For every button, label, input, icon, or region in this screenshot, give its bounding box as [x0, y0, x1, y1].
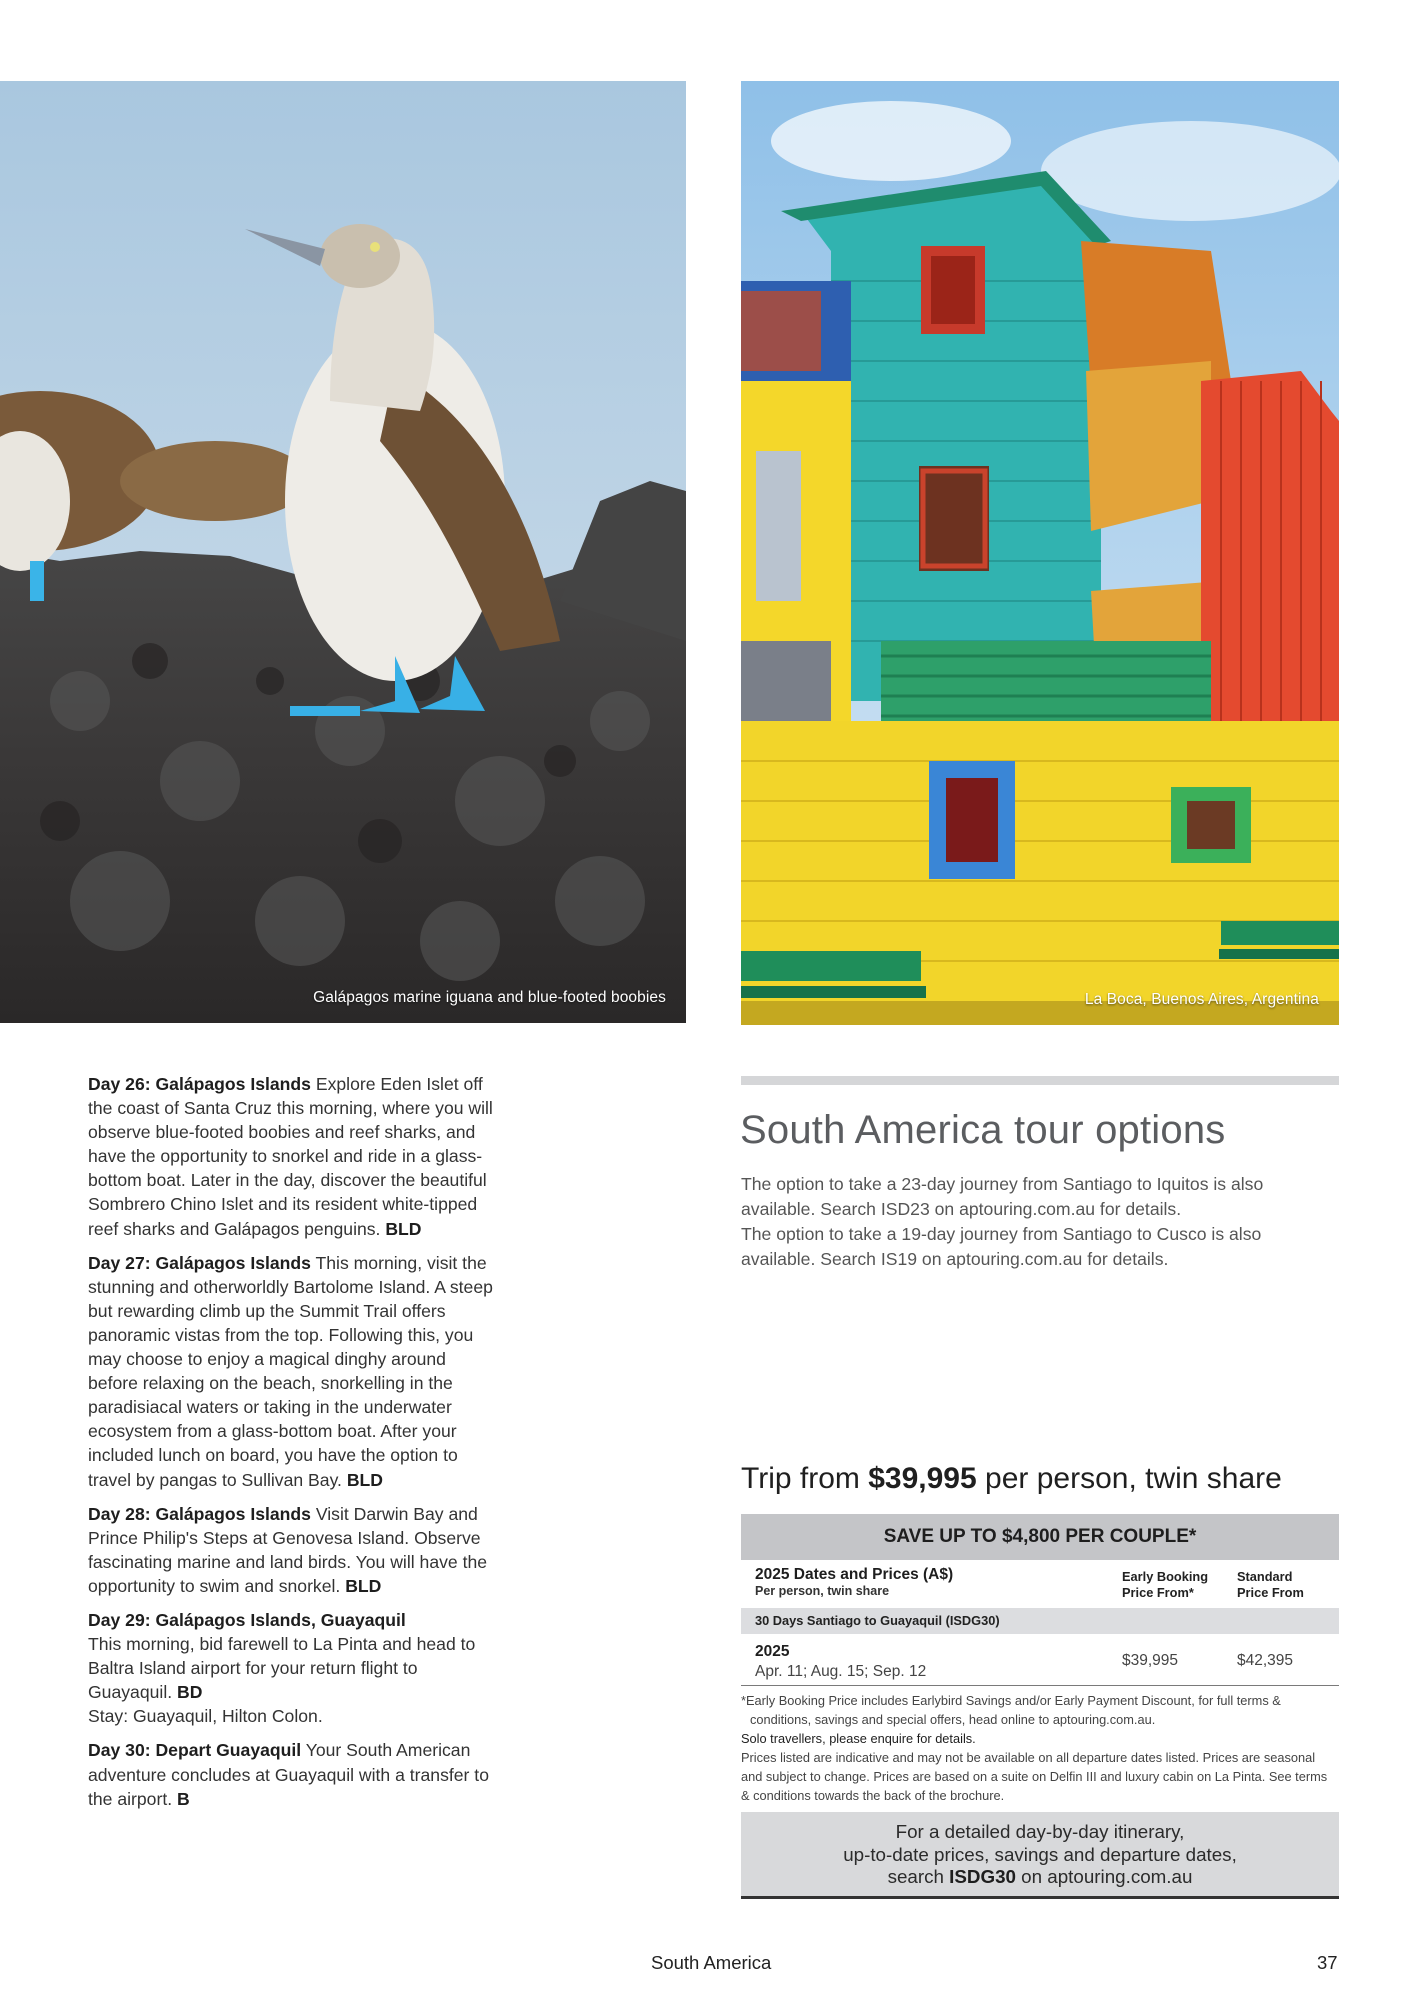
cta-line-1: For a detailed day-by-day itinerary,	[895, 1821, 1185, 1842]
standard-price-header-line2: Price From	[1237, 1585, 1304, 1600]
standard-price: $42,395	[1237, 1652, 1294, 1669]
price-table-header	[741, 1560, 1339, 1608]
meal-code: BLD	[385, 1218, 422, 1239]
cta-search-prefix: search	[887, 1866, 950, 1887]
section-divider	[741, 1076, 1339, 1085]
meal-code: B	[177, 1788, 190, 1809]
cta-website: on aptouring.com.au	[1015, 1866, 1193, 1887]
trip-price-headline	[741, 1462, 1282, 1496]
day-description: This morning, visit the stunning and otherworldly Bartolome Island. A steep but rewarding climb up the Summit Trail offers panoramic vistas from the top. Following this, you may choose to enjoy a magical dinghy around before relaxing on the beach, snorkelling in the paradisiacal waters or taking in the underwater ecosystem from a glass-bottom boat. After your included lunch on board, you have the option to travel by pangas to Sullivan Bay.	[88, 1252, 493, 1490]
price-header-title	[755, 1566, 953, 1598]
tour-options-text	[741, 1172, 1301, 1272]
day-heading: Day 26: Galápagos Islands	[88, 1074, 311, 1094]
price-header-title-text: 2025 Dates and Prices (A$)	[755, 1566, 954, 1583]
early-booking-price: $39,995	[1122, 1652, 1179, 1669]
save-banner: SAVE UP TO $4,800 PER COUPLE*	[741, 1514, 1339, 1560]
day-stay: Stay: Guayaquil, Hilton Colon.	[88, 1706, 323, 1727]
pricing-notes	[741, 1691, 1339, 1805]
day-description: Visit Darwin Bay and Prince Philip's Steps at Genovesa Island. Observe fascinating marine and land birds. You will have the opportunity to swim and snorkel.	[88, 1503, 488, 1596]
meal-code: BLD	[346, 1469, 384, 1490]
pricing-disclaimer: Prices listed are indicative and may not be available on all departure dates listed. Prices are seasonal and subject to change. Prices are based on a suite on Delfin III and luxury cabin on La Pinta. See terms & conditions towards the back of the brochure.	[741, 1750, 1328, 1803]
trip-price: $39,995	[868, 1462, 977, 1495]
photo-caption-la-boca: La Boca, Buenos Aires, Argentina	[1084, 991, 1319, 1008]
itinerary-cta-box	[741, 1812, 1339, 1899]
early-booking-footnote: *Early Booking Price includes Earlybird Savings and/or Early Payment Discount, for full terms & conditions, savings and special offers, head online to aptouring.com.au.	[741, 1693, 1281, 1727]
solo-travellers-note: Solo travellers, please enquire for details.	[741, 1731, 976, 1746]
tour-option-23-day: The option to take a 23-day journey from Santiago to Iquitos is also available. Search ISD23 on aptouring.com.au for details.	[741, 1174, 1264, 1219]
photo-la-boca	[741, 81, 1339, 1025]
tour-options-title: South America tour options	[740, 1108, 1226, 1152]
departure-dates: Apr. 11; Aug. 15; Sep. 12	[755, 1663, 927, 1680]
cta-line-2: up-to-date prices, savings and departure dates,	[843, 1843, 1237, 1865]
itinerary-day-29	[88, 1608, 498, 1728]
itinerary-day-27	[88, 1251, 498, 1492]
table-row	[741, 1634, 1339, 1686]
cta-tour-code: ISDG30	[949, 1866, 1016, 1887]
meal-code: BLD	[345, 1575, 382, 1596]
day-description: Your South American adventure concludes at Guayaquil with a transfer to the airport.	[88, 1740, 489, 1809]
day-description: Explore Eden Islet off the coast of Santa Cruz this morning, where you will observe blue-footed boobies and reef sharks, and have the opportunity to snorkel and ride in a glass-bottom boat. Later in the day, discover the beautiful Sombrero Chino Islet and its resident white-tipped reef sharks and Galápagos penguins.	[88, 1074, 493, 1239]
standard-price-header-line1: Standard	[1237, 1569, 1293, 1584]
trip-prefix: Trip from	[741, 1462, 869, 1495]
departure-year: 2025	[755, 1643, 790, 1660]
standard-price-header	[1237, 1569, 1304, 1601]
itinerary-day-26	[88, 1072, 498, 1241]
trip-suffix: per person, twin share	[976, 1462, 1282, 1495]
early-booking-header-line2: Price From*	[1122, 1585, 1194, 1600]
itinerary-day-30	[88, 1738, 498, 1810]
page-number: 37	[1317, 1952, 1338, 1973]
itinerary-day-28	[88, 1502, 498, 1598]
day-heading: Day 28: Galápagos Islands	[88, 1503, 311, 1524]
galapagos-illustration	[0, 81, 686, 1023]
day-heading: Day 27: Galápagos Islands	[88, 1252, 311, 1273]
day-heading: Day 30: Depart Guayaquil	[88, 1740, 302, 1761]
cta-line-3	[741, 1866, 1339, 1889]
day-description: This morning, bid farewell to La Pinta and head to Baltra Island airport for your return flight to Guayaquil.	[88, 1634, 476, 1703]
price-header-subtitle: Per person, twin share	[755, 1584, 890, 1598]
tour-name-row: 30 Days Santiago to Guayaquil (ISDG30)	[741, 1608, 1339, 1634]
early-booking-header-line1: Early Booking	[1122, 1569, 1209, 1584]
footer-section-name: South America	[651, 1952, 772, 1973]
la-boca-illustration	[741, 81, 1339, 1025]
photo-galapagos	[0, 81, 686, 1023]
meal-code: BD	[177, 1682, 203, 1703]
day-heading: Day 29: Galápagos Islands, Guayaquil	[88, 1609, 406, 1630]
early-booking-header	[1122, 1569, 1208, 1601]
itinerary-column	[88, 1072, 498, 1821]
tour-option-19-day: The option to take a 19-day journey from Santiago to Cusco is also available. Search IS19 on aptouring.com.au for details.	[741, 1224, 1262, 1269]
photo-caption-galapagos: Galápagos marine iguana and blue-footed boobies	[313, 989, 666, 1006]
